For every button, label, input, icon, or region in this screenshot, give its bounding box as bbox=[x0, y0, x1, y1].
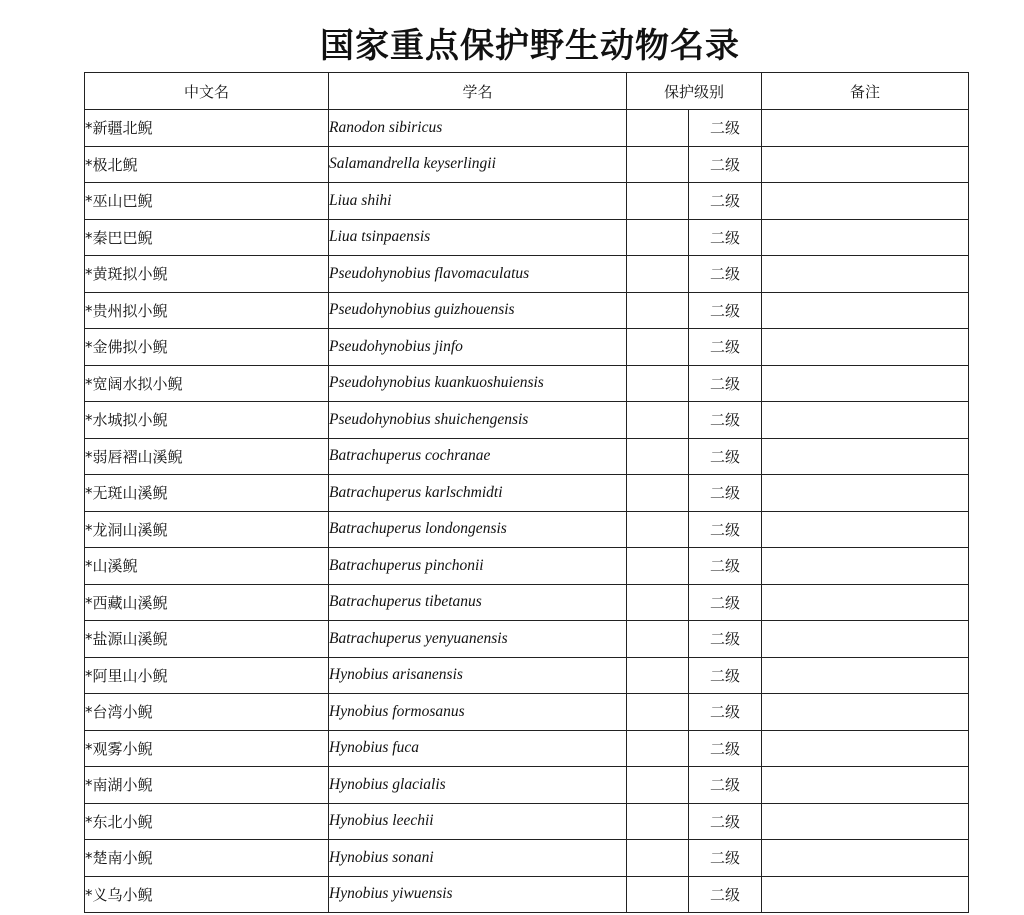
level-class-one-cell bbox=[627, 657, 689, 694]
level-class-one-cell bbox=[627, 110, 689, 147]
remarks-cell bbox=[762, 329, 969, 366]
level-class-one-cell bbox=[627, 621, 689, 658]
remarks-cell bbox=[762, 876, 969, 913]
chinese-name-cell: *贵州拟小鲵 bbox=[85, 292, 329, 329]
remarks-cell bbox=[762, 365, 969, 402]
scientific-name-cell: Batrachuperus pinchonii bbox=[329, 548, 627, 585]
scientific-name-cell: Hynobius glacialis bbox=[329, 767, 627, 804]
chinese-name-cell: *台湾小鲵 bbox=[85, 694, 329, 731]
level-class-two-cell: 二级 bbox=[689, 365, 762, 402]
level-class-two-cell: 二级 bbox=[689, 876, 762, 913]
level-class-one-cell bbox=[627, 730, 689, 767]
chinese-name-cell: *巫山巴鲵 bbox=[85, 183, 329, 220]
level-class-one-cell bbox=[627, 548, 689, 585]
chinese-name-cell: *南湖小鲵 bbox=[85, 767, 329, 804]
chinese-name-cell: *黄斑拟小鲵 bbox=[85, 256, 329, 293]
remarks-cell bbox=[762, 694, 969, 731]
remarks-cell bbox=[762, 110, 969, 147]
table-row bbox=[85, 219, 969, 256]
scientific-name-cell: Hynobius yiwuensis bbox=[329, 876, 627, 913]
scientific-name-cell: Pseudohynobius flavomaculatus bbox=[329, 256, 627, 293]
scientific-name-cell: Hynobius fuca bbox=[329, 730, 627, 767]
table-row bbox=[85, 183, 969, 220]
level-class-two-cell: 二级 bbox=[689, 256, 762, 293]
table-row bbox=[85, 110, 969, 147]
level-class-two-cell: 二级 bbox=[689, 292, 762, 329]
remarks-cell bbox=[762, 767, 969, 804]
level-class-two-cell: 二级 bbox=[689, 146, 762, 183]
table-row bbox=[85, 694, 969, 731]
level-class-one-cell bbox=[627, 876, 689, 913]
header-remarks: 备注 bbox=[762, 73, 969, 110]
level-class-two-cell: 二级 bbox=[689, 767, 762, 804]
level-class-two-cell: 二级 bbox=[689, 657, 762, 694]
level-class-one-cell bbox=[627, 256, 689, 293]
level-class-two-cell: 二级 bbox=[689, 584, 762, 621]
scientific-name-cell: Salamandrella keyserlingii bbox=[329, 146, 627, 183]
scientific-name-cell: Batrachuperus yenyuanensis bbox=[329, 621, 627, 658]
remarks-cell bbox=[762, 803, 969, 840]
level-class-two-cell: 二级 bbox=[689, 840, 762, 877]
table-row bbox=[85, 876, 969, 913]
remarks-cell bbox=[762, 548, 969, 585]
remarks-cell bbox=[762, 511, 969, 548]
remarks-cell bbox=[762, 219, 969, 256]
remarks-cell bbox=[762, 292, 969, 329]
table-row bbox=[85, 475, 969, 512]
page-title: 国家重点保护野生动物名录 bbox=[320, 26, 740, 66]
table-row bbox=[85, 511, 969, 548]
table-row bbox=[85, 803, 969, 840]
chinese-name-cell: *极北鲵 bbox=[85, 146, 329, 183]
level-class-one-cell bbox=[627, 219, 689, 256]
scientific-name-cell: Batrachuperus tibetanus bbox=[329, 584, 627, 621]
chinese-name-cell: *金佛拟小鲵 bbox=[85, 329, 329, 366]
scientific-name-cell: Hynobius arisanensis bbox=[329, 657, 627, 694]
level-class-one-cell bbox=[627, 146, 689, 183]
chinese-name-cell: *西藏山溪鲵 bbox=[85, 584, 329, 621]
remarks-cell bbox=[762, 840, 969, 877]
level-class-one-cell bbox=[627, 292, 689, 329]
level-class-one-cell bbox=[627, 694, 689, 731]
scientific-name-cell: Hynobius sonani bbox=[329, 840, 627, 877]
table-header-row bbox=[85, 73, 969, 110]
remarks-cell bbox=[762, 146, 969, 183]
chinese-name-cell: *弱唇褶山溪鲵 bbox=[85, 438, 329, 475]
level-class-two-cell: 二级 bbox=[689, 694, 762, 731]
level-class-two-cell: 二级 bbox=[689, 803, 762, 840]
table-row bbox=[85, 365, 969, 402]
table-row bbox=[85, 621, 969, 658]
table-row bbox=[85, 256, 969, 293]
level-class-one-cell bbox=[627, 803, 689, 840]
chinese-name-cell: *水城拟小鲵 bbox=[85, 402, 329, 439]
table-row bbox=[85, 548, 969, 585]
chinese-name-cell: *楚南小鲵 bbox=[85, 840, 329, 877]
table-body bbox=[85, 110, 969, 913]
chinese-name-cell: *山溪鲵 bbox=[85, 548, 329, 585]
scientific-name-cell: Liua tsinpaensis bbox=[329, 219, 627, 256]
chinese-name-cell: *龙洞山溪鲵 bbox=[85, 511, 329, 548]
scientific-name-cell: Pseudohynobius shuichengensis bbox=[329, 402, 627, 439]
level-class-two-cell: 二级 bbox=[689, 438, 762, 475]
level-class-two-cell: 二级 bbox=[689, 402, 762, 439]
remarks-cell bbox=[762, 438, 969, 475]
level-class-two-cell: 二级 bbox=[689, 621, 762, 658]
scientific-name-cell: Liua shihi bbox=[329, 183, 627, 220]
chinese-name-cell: *无斑山溪鲵 bbox=[85, 475, 329, 512]
table-row bbox=[85, 292, 969, 329]
remarks-cell bbox=[762, 402, 969, 439]
level-class-one-cell bbox=[627, 329, 689, 366]
scientific-name-cell: Batrachuperus cochranae bbox=[329, 438, 627, 475]
level-class-one-cell bbox=[627, 438, 689, 475]
header-chinese-name: 中文名 bbox=[85, 73, 329, 110]
remarks-cell bbox=[762, 183, 969, 220]
chinese-name-cell: *新疆北鲵 bbox=[85, 110, 329, 147]
level-class-two-cell: 二级 bbox=[689, 475, 762, 512]
table-row bbox=[85, 657, 969, 694]
table-row bbox=[85, 438, 969, 475]
chinese-name-cell: *宽阔水拟小鲵 bbox=[85, 365, 329, 402]
level-class-one-cell bbox=[627, 584, 689, 621]
level-class-two-cell: 二级 bbox=[689, 548, 762, 585]
scientific-name-cell: Pseudohynobius kuankuoshuiensis bbox=[329, 365, 627, 402]
chinese-name-cell: *阿里山小鲵 bbox=[85, 657, 329, 694]
table-row bbox=[85, 584, 969, 621]
remarks-cell bbox=[762, 657, 969, 694]
level-class-two-cell: 二级 bbox=[689, 110, 762, 147]
level-class-two-cell: 二级 bbox=[689, 219, 762, 256]
table-row bbox=[85, 730, 969, 767]
chinese-name-cell: *东北小鲵 bbox=[85, 803, 329, 840]
level-class-one-cell bbox=[627, 183, 689, 220]
scientific-name-cell: Pseudohynobius jinfo bbox=[329, 329, 627, 366]
scientific-name-cell: Batrachuperus karlschmidti bbox=[329, 475, 627, 512]
level-class-one-cell bbox=[627, 402, 689, 439]
table-row bbox=[85, 146, 969, 183]
remarks-cell bbox=[762, 621, 969, 658]
scientific-name-cell: Ranodon sibiricus bbox=[329, 110, 627, 147]
table-row bbox=[85, 402, 969, 439]
level-class-two-cell: 二级 bbox=[689, 511, 762, 548]
level-class-one-cell bbox=[627, 365, 689, 402]
level-class-one-cell bbox=[627, 767, 689, 804]
chinese-name-cell: *秦巴巴鲵 bbox=[85, 219, 329, 256]
scientific-name-cell: Hynobius leechii bbox=[329, 803, 627, 840]
level-class-two-cell: 二级 bbox=[689, 183, 762, 220]
remarks-cell bbox=[762, 730, 969, 767]
chinese-name-cell: *盐源山溪鲵 bbox=[85, 621, 329, 658]
table-row bbox=[85, 840, 969, 877]
level-class-one-cell bbox=[627, 511, 689, 548]
remarks-cell bbox=[762, 475, 969, 512]
level-class-one-cell bbox=[627, 840, 689, 877]
chinese-name-cell: *观雾小鲵 bbox=[85, 730, 329, 767]
scientific-name-cell: Pseudohynobius guizhouensis bbox=[329, 292, 627, 329]
table-row bbox=[85, 767, 969, 804]
level-class-two-cell: 二级 bbox=[689, 329, 762, 366]
header-protection-level: 保护级别 bbox=[627, 73, 762, 110]
remarks-cell bbox=[762, 584, 969, 621]
scientific-name-cell: Hynobius formosanus bbox=[329, 694, 627, 731]
table-row bbox=[85, 329, 969, 366]
level-class-two-cell: 二级 bbox=[689, 730, 762, 767]
scientific-name-cell: Batrachuperus londongensis bbox=[329, 511, 627, 548]
level-class-one-cell bbox=[627, 475, 689, 512]
header-scientific-name: 学名 bbox=[329, 73, 627, 110]
remarks-cell bbox=[762, 256, 969, 293]
chinese-name-cell: *义乌小鲵 bbox=[85, 876, 329, 913]
species-table bbox=[84, 72, 969, 913]
